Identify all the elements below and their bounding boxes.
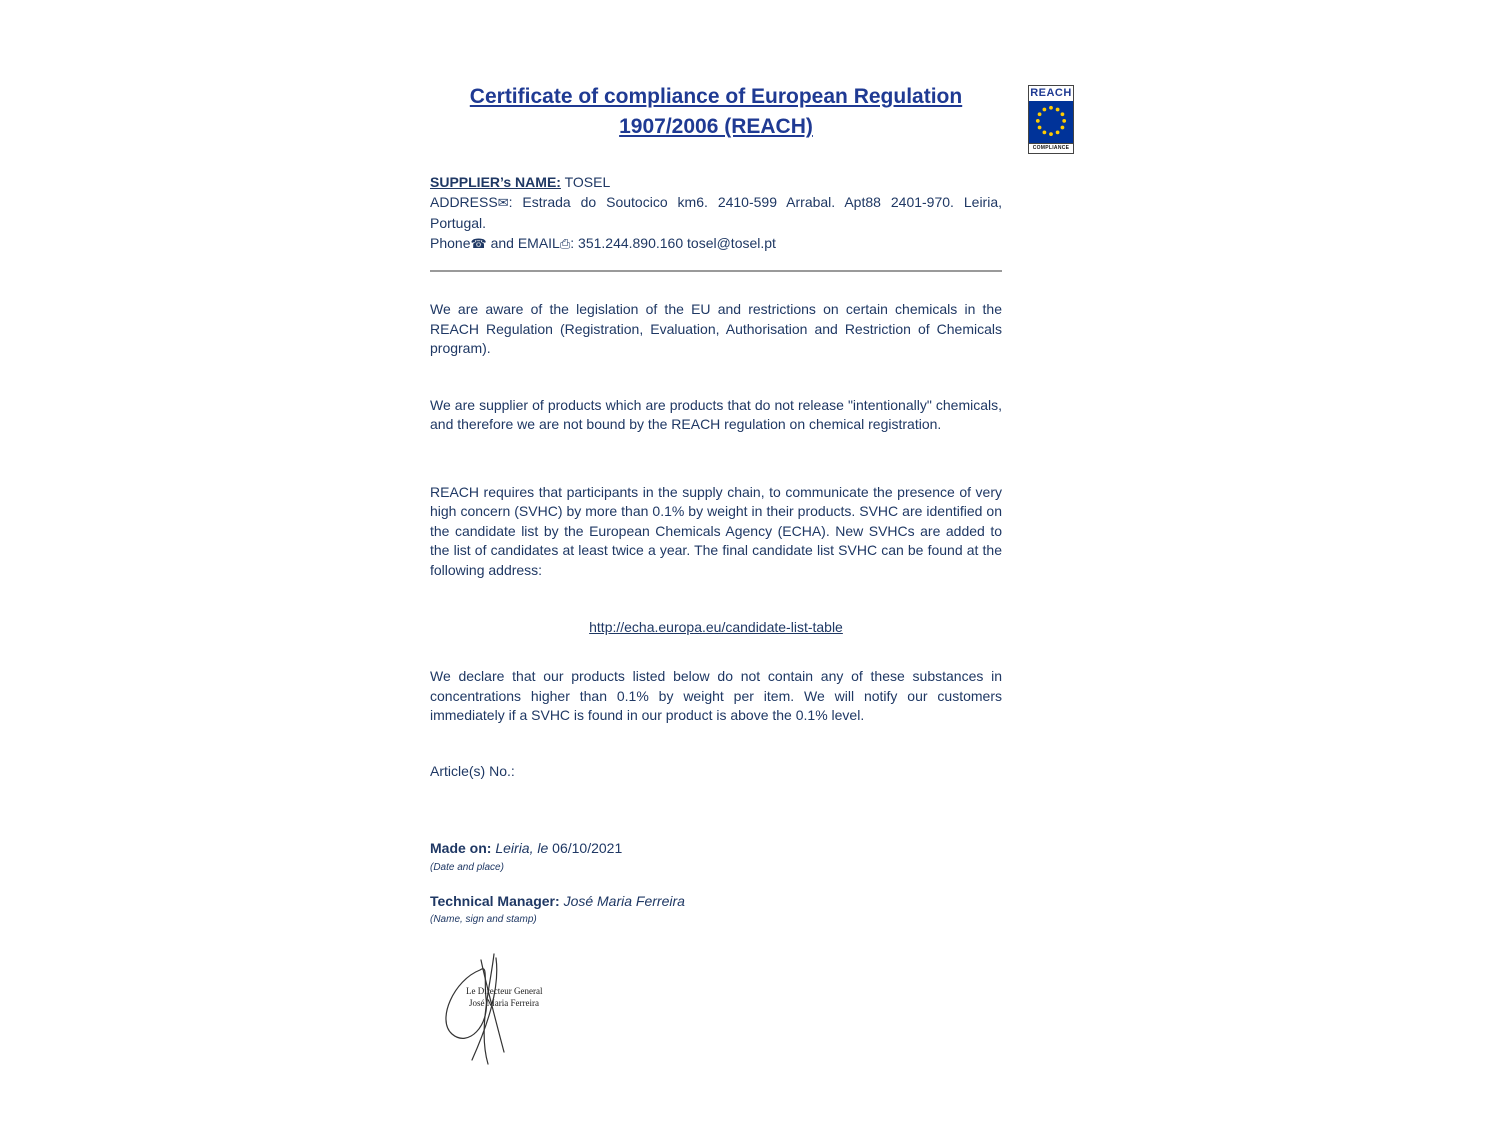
contact-value: : 351.244.890.160 tosel@tosel.pt bbox=[570, 235, 776, 251]
supplier-info bbox=[430, 172, 1002, 254]
articles-line: Article(s) No.: bbox=[430, 762, 515, 779]
reach-compliance-logo bbox=[1028, 85, 1074, 154]
reach-logo-text: REACH bbox=[1030, 87, 1072, 99]
signature-block bbox=[432, 952, 602, 1072]
technical-manager-value: José Maria Ferreira bbox=[563, 892, 685, 909]
supplier-name-label: SUPPLIER’s NAME: bbox=[430, 174, 561, 190]
candidate-list-link[interactable]: http://echa.europa.eu/candidate-list-table bbox=[589, 619, 843, 635]
sign-note: (Name, sign and stamp) bbox=[430, 914, 537, 925]
technical-manager-line bbox=[430, 892, 1002, 912]
document-title bbox=[430, 82, 1002, 142]
eu-flag bbox=[1029, 101, 1073, 143]
paragraph-reach-requirements: REACH requires that participants in the supply chain, to communicate the presence of very high concern (SVHC) by more than 0.1% by weight in their products. SVHC are identified on the candidate list by the European Chemicals Agency (ECHA). New SVHCs are added to the list of candidates at least twice a year. The final candidate list SVHC can be found at the following address: bbox=[430, 483, 1002, 578]
paragraph-awareness: We are aware of the legislation of the EU and restrictions on certain chemicals in the REACH Regulation (Registration, Evaluation, Authorisation and Restriction of Chemicals program). bbox=[430, 301, 1002, 356]
paragraph-declaration: We declare that our products listed below do not contain any of these substances in concentrations higher than 0.1% by weight per item. We will notify our customers immediately if a SVHC is found in our product is above the 0.1% level. bbox=[430, 668, 1002, 723]
compliance-logo-text: COMPLIANCE bbox=[1029, 143, 1073, 153]
document-content bbox=[430, 82, 1002, 1072]
address-label: ADDRESS bbox=[430, 194, 498, 210]
made-on-label: Made on: bbox=[430, 840, 496, 856]
technical-manager-label: Technical Manager: bbox=[430, 892, 564, 909]
contact-line bbox=[430, 233, 1002, 254]
made-on-date: 06/10/2021 bbox=[552, 840, 623, 856]
made-on-place: Leiria, le bbox=[495, 840, 553, 856]
title-line-1: Certificate of compliance of European Regulation bbox=[469, 85, 963, 108]
fax-icon: ⎙ bbox=[559, 236, 571, 251]
paragraph-supplier-statement: We are supplier of products which are products that do not release "intentionally" chemicals, and therefore we are not bound by the REACH regulation on chemical registration. bbox=[430, 396, 1002, 432]
signature-scribble-icon bbox=[432, 952, 602, 1067]
envelope-icon: ✉ bbox=[497, 195, 509, 210]
title-line-2: 1907/2006 (REACH) bbox=[619, 115, 813, 138]
phone-label: Phone bbox=[430, 235, 471, 251]
supplier-name-value: TOSEL bbox=[560, 174, 611, 190]
candidate-list-link-line bbox=[430, 618, 1002, 637]
address-line bbox=[430, 192, 1002, 233]
eu-flag-stars-icon bbox=[1029, 101, 1073, 143]
address-value: : Estrada do Soutocico km6. 2410-599 Arrabal. Apt88 2401-970. Leiria, Portugal. bbox=[430, 194, 1002, 231]
made-on-line bbox=[430, 839, 1002, 859]
telephone-icon: ☎ bbox=[470, 236, 487, 251]
date-place-note: (Date and place) bbox=[430, 861, 504, 873]
and-email-label: and EMAIL bbox=[486, 235, 560, 251]
stamp-line1: Le Directeur General bbox=[466, 986, 543, 996]
divider bbox=[430, 270, 1002, 272]
supplier-name-line bbox=[430, 172, 1002, 192]
stamp-line2: José Maria Ferreira bbox=[469, 998, 539, 1008]
